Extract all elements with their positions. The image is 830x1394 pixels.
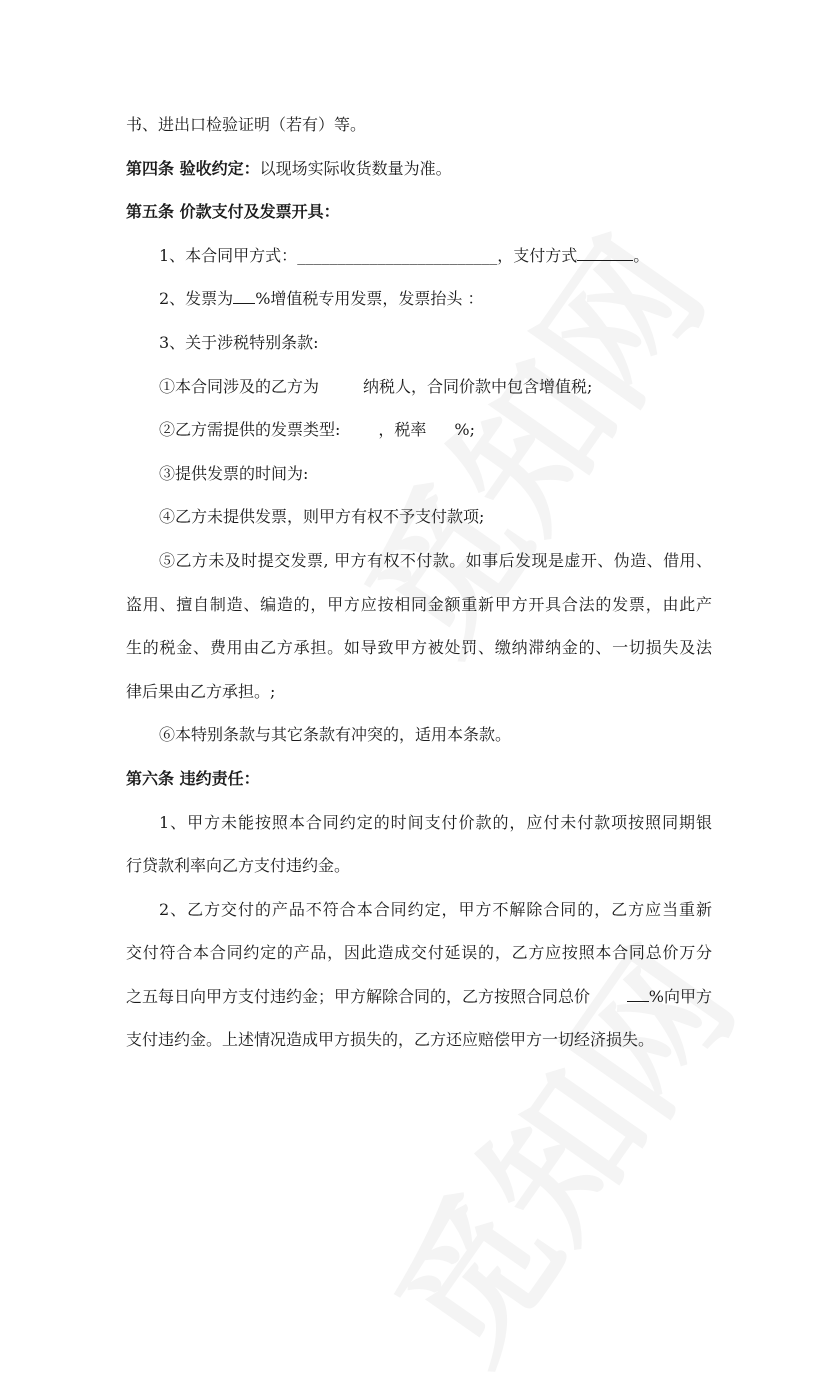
article-heading: 第五条 价款支付及发票开具： — [126, 202, 340, 222]
clause-text: ，支付方式 — [497, 245, 578, 265]
blank-field — [627, 1001, 649, 1002]
article-6 — [126, 757, 712, 801]
blank-field — [233, 303, 255, 304]
clause-text: 1、本合同甲方式： — [159, 245, 298, 265]
clause-text: ①本合同涉及的乙方为 — [159, 376, 320, 396]
clause-payment — [126, 234, 712, 278]
clause-text: ②乙方需提供的发票类型: — [159, 420, 341, 440]
sub-clause-4: ④乙方未提供发票，则甲方有权不予支付款项; — [159, 507, 485, 527]
article-heading: 第六条 违约责任： — [126, 768, 260, 788]
paragraph-line: 交付符合本合同约定的产品，因此造成交付延误的，乙方应按照本合同总价万分 — [126, 943, 712, 963]
clause-text: ，税率 — [378, 420, 427, 440]
paragraph-line: 支付违约金。上述情况造成甲方损失的，乙方还应赔偿甲方一切经济损失。 — [126, 1030, 655, 1050]
article-5 — [126, 190, 712, 234]
paragraph-line: 书、进出口检验证明（若有）等。 — [126, 115, 367, 134]
paragraph-line: 盗用、擅自制造、编造的，甲方应按相同金额重新甲方开具合法的发票，由此产 — [126, 594, 712, 614]
paragraph-line: 律后果由乙方承担。; — [126, 681, 276, 701]
blank-field: _________________________ — [297, 245, 498, 265]
sub-clause-2 — [126, 408, 712, 452]
article-4 — [126, 147, 712, 191]
clause-text: 纳税人，合同价款中包含增值税; — [363, 376, 593, 396]
sub-clause-6: ⑥本特别条款与其它条款有冲突的，适用本条款。 — [159, 725, 512, 745]
article-body: 以现场实际收货数量为准。 — [259, 158, 452, 178]
clause-text: 2、发票为 — [159, 289, 234, 309]
clause-invoice — [126, 277, 712, 321]
clause-text: 。 — [633, 245, 650, 265]
clause-late-payment: 1、甲方未能按照本合同约定的时间支付价款的，应付未付款项按照同期银 — [159, 812, 712, 832]
clause-tax: 3、关于涉税特别条款: — [159, 332, 319, 352]
paragraph-line — [126, 975, 712, 1019]
paragraph-line: 生的税金、费用由乙方承担。如导致甲方被处罚、缴纳滞纳金的、一切损失及法 — [126, 638, 712, 658]
sub-clause-3: ③提供发票的时间为: — [159, 463, 309, 483]
clause-text: %增值税专用发票，发票抬头 ： — [255, 289, 484, 309]
blank-field — [577, 260, 633, 261]
clause-text: %; — [454, 420, 476, 440]
clause-text: 之五每日向甲方支付违约金；甲方解除合同的，乙方按照合同总价 — [126, 986, 591, 1006]
clause-text: %向甲方 — [648, 986, 712, 1006]
document-page — [126, 103, 712, 1062]
article-heading: 第四条 验收约定： — [126, 158, 260, 178]
paragraph-line: 行贷款利率向乙方支付违约金。 — [126, 856, 351, 876]
clause-nonconforming: 2、乙方交付的产品不符合本合同约定，甲方不解除合同的，乙方应当重新 — [159, 899, 712, 919]
sub-clause-5: ⑤乙方未及时提交发票, 甲方有权不付款。如事后发现是虚开、伪造、借用、 — [159, 550, 712, 570]
sub-clause-1 — [126, 365, 712, 409]
